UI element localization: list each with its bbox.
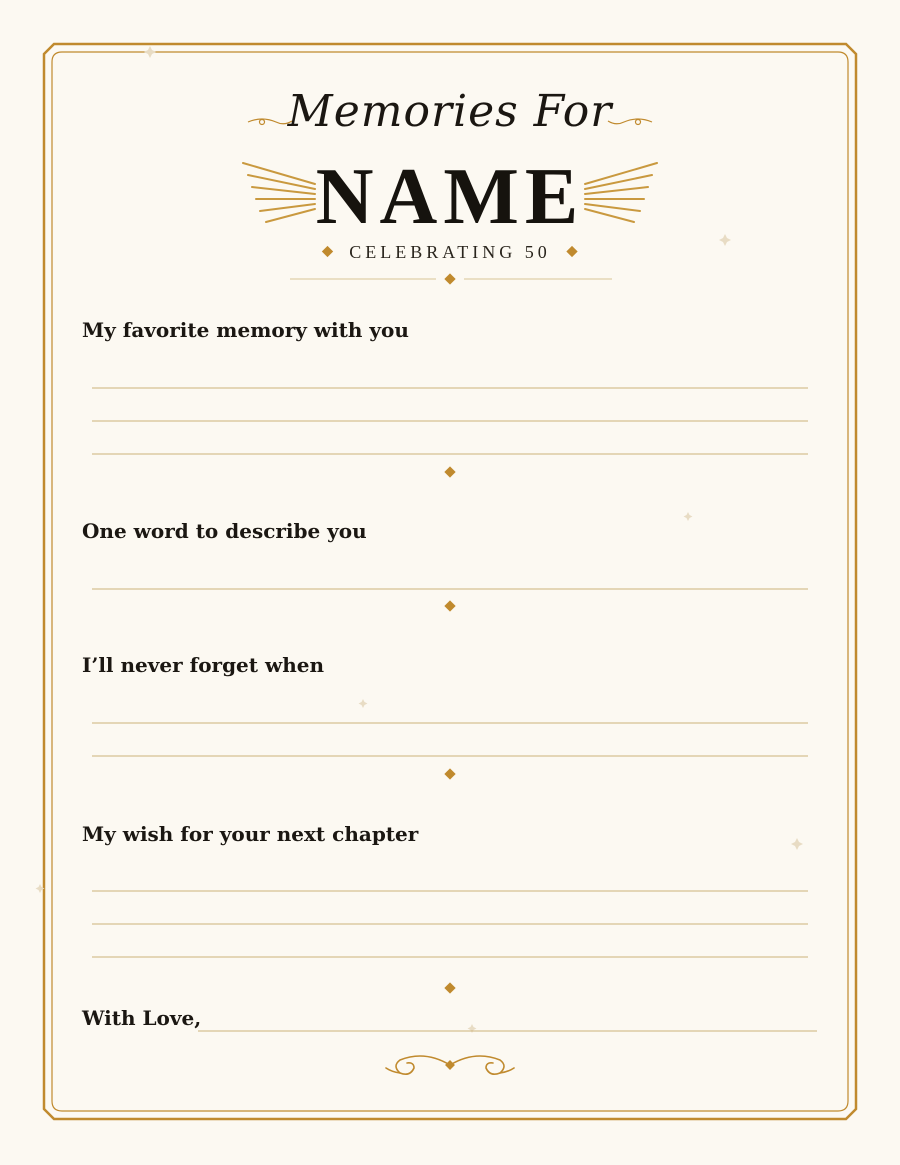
writing-lines-never-forget xyxy=(92,723,808,756)
writing-lines-memory xyxy=(92,388,808,454)
name-title: NAME xyxy=(315,153,585,241)
signature-label: With Love, xyxy=(82,1006,202,1030)
diamond-divider-icon xyxy=(444,600,455,611)
script-title: Memories For xyxy=(287,86,613,137)
prompt-favorite-memory: My favorite memory with you xyxy=(82,318,409,342)
celebration-subtitle: CELEBRATING 50 xyxy=(349,242,551,262)
diamond-divider-icon xyxy=(444,768,455,779)
header-divider xyxy=(290,273,612,284)
prompt-one-word: One word to describe you xyxy=(82,519,367,543)
prompt-next-chapter-wish: My wish for your next chapter xyxy=(82,822,419,846)
diamond-divider-icon xyxy=(444,982,455,993)
diamond-divider-icon xyxy=(444,466,455,477)
prompt-never-forget: I’ll never forget when xyxy=(82,653,325,677)
writing-lines-wish xyxy=(92,891,808,957)
flourish-ornament-icon xyxy=(386,1056,514,1074)
